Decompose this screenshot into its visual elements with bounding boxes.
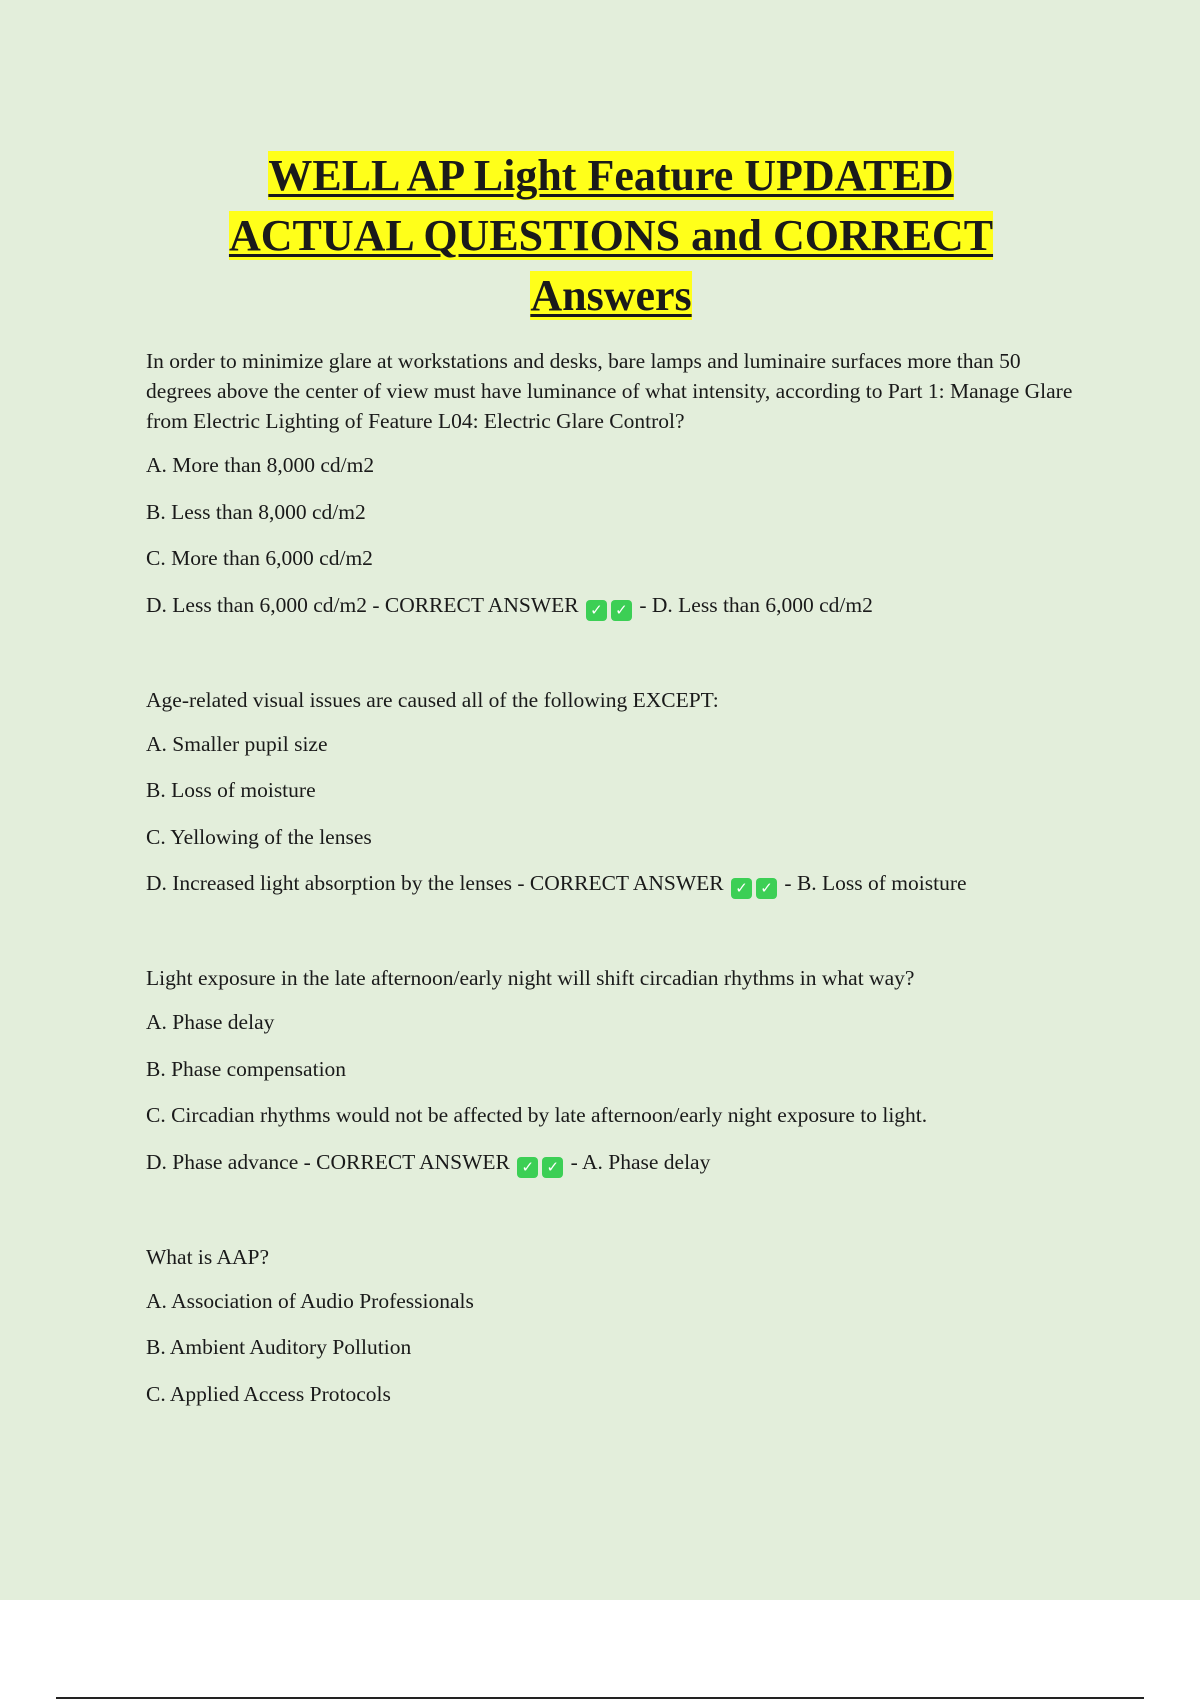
option-d-with-answer <box>146 868 1076 899</box>
option-d-with-answer <box>146 590 1076 621</box>
question-block-4 <box>146 1242 1076 1409</box>
question-text: Age-related visual issues are caused all of the following EXCEPT: <box>146 687 719 712</box>
correct-answer-text: - D. Less than 6,000 cd/m2 <box>639 592 873 617</box>
question-block-3 <box>146 963 1076 1178</box>
check-mark-icon: ✓ <box>611 600 632 621</box>
option-c: C. Yellowing of the lenses <box>146 824 372 849</box>
check-mark-icon: ✓ <box>517 1157 538 1178</box>
option-a: A. Smaller pupil size <box>146 731 328 756</box>
option-b: B. Ambient Auditory Pollution <box>146 1335 412 1359</box>
option-b: B. Less than 8,000 cd/m2 <box>146 499 366 524</box>
question-block-2 <box>146 685 1076 900</box>
question-block-1 <box>146 346 1076 621</box>
question-text: What is AAP? <box>146 1244 270 1269</box>
check-mark-icon: ✓ <box>542 1157 563 1178</box>
option-d-text: D. Phase advance - CORRECT ANSWER <box>146 1149 510 1174</box>
title-line-3: Answers <box>530 271 692 320</box>
option-c: C. Applied Access Protocols <box>146 1381 391 1406</box>
option-b: B. Loss of moisture <box>146 778 316 802</box>
check-mark-icon: ✓ <box>586 600 607 621</box>
option-c: C. Circadian rhythms would not be affected by late afternoon/early night exposure to light. <box>146 1103 928 1127</box>
option-a: A. Association of Audio Professionals <box>146 1288 474 1313</box>
option-d-text: D. Increased light absorption by the lenses - CORRECT ANSWER <box>146 871 724 895</box>
option-d-text: D. Less than 6,000 cd/m2 - CORRECT ANSWER <box>146 592 579 617</box>
option-b: B. Phase compensation <box>146 1056 347 1081</box>
option-a: A. Phase delay <box>146 1010 275 1034</box>
check-mark-icon: ✓ <box>731 878 752 899</box>
question-text: Light exposure in the late afternoon/early night will shift circadian rhythms in what way? <box>146 966 915 990</box>
option-c: C. More than 6,000 cd/m2 <box>146 546 373 570</box>
correct-answer-text: - A. Phase delay <box>570 1149 711 1174</box>
document-title <box>146 146 1076 326</box>
option-a: A. More than 8,000 cd/m2 <box>146 453 375 477</box>
check-mark-icon: ✓ <box>756 878 777 899</box>
document-body <box>146 146 1076 1409</box>
title-line-1: WELL AP Light Feature UPDATED <box>268 151 954 200</box>
footer-divider <box>56 1697 1144 1699</box>
title-line-2: ACTUAL QUESTIONS and CORRECT <box>228 211 994 260</box>
option-d-with-answer <box>146 1147 1076 1178</box>
question-text: In order to minimize glare at workstations and desks, bare lamps and luminaire surfaces more than 50 degrees above the center of view must have luminance of what intensity, according to Part 1: Manage Glare from Electric Lighting of Feature L04: Electric Glare Control? <box>146 349 1073 433</box>
correct-answer-text: - B. Loss of moisture <box>784 871 967 895</box>
